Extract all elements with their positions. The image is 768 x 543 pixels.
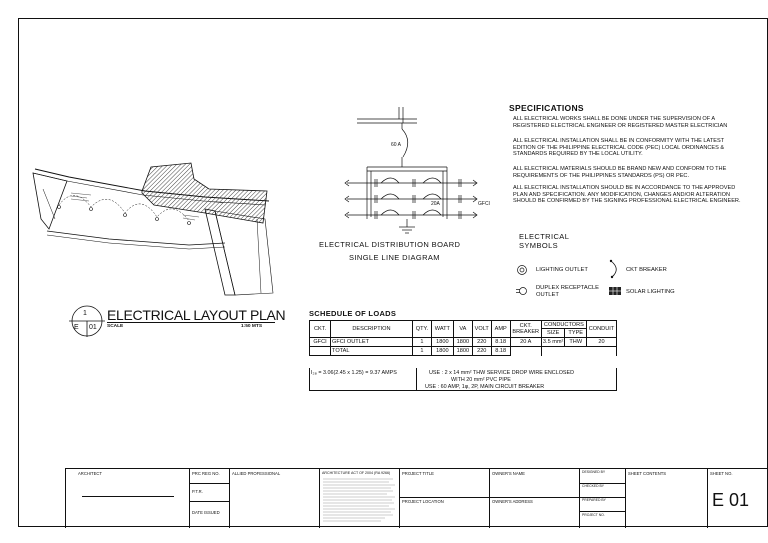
architecture-act-cell: [320, 469, 400, 528]
col-description: DESCRIPTION: [331, 321, 413, 338]
row2-description: TOTAL: [331, 347, 413, 356]
service-note-2: WITH 20 mm² PVC PIPE: [451, 377, 511, 383]
row1-conduit: 20: [587, 338, 617, 347]
diagram-title-line1: ELECTRICAL DISTRIBUTION BOARD: [319, 240, 461, 249]
date-issued-label: DATE ISSUED: [192, 510, 220, 515]
owner-cell: [490, 469, 580, 528]
sheet-contents-cell: [626, 469, 708, 528]
architect-cell: [66, 469, 190, 528]
plan-scale-value: 1:50 MTS: [241, 324, 263, 329]
row2-watt: 1800: [431, 347, 453, 356]
plan-sheet-number: 01: [89, 324, 97, 331]
row1-volt: 220: [472, 338, 491, 347]
allied-label: ALLIED PROFESSIONAL: [232, 471, 281, 476]
row1-qty: 1: [412, 338, 431, 347]
col-conductors: CONDUCTORS: [541, 321, 586, 329]
row2-amp: 8.18: [491, 347, 510, 356]
sheet-no-cell: [708, 469, 768, 528]
col-type: TYPE: [565, 329, 587, 338]
table-row: [310, 347, 617, 356]
diagram-title-line2: SINGLE LINE DIAGRAM: [349, 253, 440, 262]
load-formula: I₂₈ = 3.06(2.45 x 1.25) = 9.37 AMPS: [311, 370, 397, 376]
plan-callout-bubble: [67, 305, 107, 341]
row2-va: 1800: [453, 347, 472, 356]
schedule-table: [309, 320, 617, 356]
col-volt: VOLT: [472, 321, 491, 338]
architecture-act-label: ARCHITECTURE ACT OF 2004 (RA 9266): [322, 471, 391, 475]
symbols-heading-line1: ELECTRICAL: [519, 232, 570, 241]
checked-by-label: CHECKED BY: [582, 484, 605, 488]
table-row: [310, 338, 617, 347]
drawing-sheet: [18, 18, 768, 527]
gfci-label: GFCI: [478, 201, 490, 207]
specifications-heading: SPECIFICATIONS: [509, 103, 584, 113]
legal-fine-print: [323, 477, 397, 527]
project-location-label: PROJECT LOCATION: [402, 499, 444, 504]
col-size: SIZE: [541, 329, 565, 338]
spec-item-1: ALL ELECTRICAL WORKS SHALL BE DONE UNDER THE SUPERVISION OF A REGISTERED ELECTRICAL ENGINEER OR REGISTERED MASTER ELECTRICIAN: [513, 116, 728, 129]
plan-scale-label: SCALE: [107, 324, 124, 329]
col-amp: AMP: [491, 321, 510, 338]
plan-title-underline: [107, 322, 275, 323]
col-va: VA: [453, 321, 472, 338]
sheet-contents-label: SHEET CONTENTS: [628, 471, 667, 476]
col-ckt: CKT.: [310, 321, 331, 338]
symbols-heading-line2: SYMBOLS: [519, 241, 559, 250]
row1-size: 3.5 mm²: [542, 339, 564, 345]
row1-ckt: GFCI: [310, 338, 331, 347]
row1-va: 1800: [453, 338, 472, 347]
lighting-outlet-label: LIGHTING OUTLET: [536, 267, 588, 273]
branch-breaker-label: 20A: [431, 201, 440, 207]
col-watt: WATT: [431, 321, 453, 338]
row1-amp: 8.18: [491, 338, 510, 347]
spec-item-4: ALL ELECTRICAL INSTALLATION SHOULD BE IN ACCORDANCE TO THE APPROVED PLAN AND SPECIFICATION. ANY MODIFICATION, CHANGES AND/OR ALTERATION SHOULD BE CONFIRMED BY THE SIGNING PROFESSIONAL ELECTRICAL ENGINEER.: [513, 185, 741, 205]
duplex-receptacle-label-line2: OUTLET: [536, 292, 559, 298]
lighting-outlet-icon: [515, 263, 529, 277]
plan-number: 1: [83, 310, 87, 317]
plan-sheet-letter: E: [74, 324, 79, 331]
title-block: [65, 468, 768, 528]
spec-item-2: ALL ELECTRICAL INSTALLATION SHALL BE IN CONFORMITY WITH THE LATEST EDITION OF THE PHILIPPINE ELECTRICAL CODE (PEC) LOCAL ORDINANCES & STANDARDS REQUIRED BY THE LOCAL UTILITY.: [513, 138, 725, 158]
project-cell: [400, 469, 490, 528]
single-line-diagram: [337, 107, 507, 237]
service-note-1: USE : 2 x 14 mm² THW SERVICE DROP WIRE ENCLOSED: [429, 370, 574, 376]
reg-cell: [190, 469, 230, 528]
row1-type: THW: [565, 338, 587, 347]
owner-name-label: OWNER'S NAME: [492, 471, 525, 476]
duplex-receptacle-icon: [515, 285, 531, 297]
sheet-no-label: SHEET NO.: [710, 471, 733, 476]
ptr-label: P.T.R.: [192, 489, 203, 494]
owner-address-label: OWNER'S ADDRESS: [492, 499, 533, 504]
col-breaker: CKT. BREAKER: [510, 321, 541, 338]
prc-label: PRC REG NO.: [192, 471, 220, 476]
designed-by-label: DESIGNED BY: [582, 470, 606, 474]
schedule-notes-divider: [416, 368, 417, 391]
project-no-label: PROJECT NO.: [582, 513, 605, 517]
ckt-breaker-icon: [607, 259, 623, 279]
col-qty: QTY.: [412, 321, 431, 338]
service-note-3: USE : 60 AMP, 1φ, 2P, MAIN CIRCUIT BREAKER: [425, 384, 545, 390]
signatory-cell: [580, 469, 626, 528]
row1-description: GFCI OUTLET: [331, 338, 413, 347]
plan-title: ELECTRICAL LAYOUT PLAN: [107, 307, 286, 323]
project-title-label: PROJECT TITLE: [402, 471, 434, 476]
row2-qty: 1: [412, 347, 431, 356]
architect-label: ARCHITECT: [78, 471, 102, 476]
sheet-no-value: E 01: [712, 490, 750, 510]
spec-item-3: ALL ELECTRICAL MATERIALS SHOULD BE BRAND NEW AND CONFORM TO THE REQUIREMENTS OF THE PHILIPPINES STANDARDS (PS) OR PEC.: [513, 166, 727, 179]
solar-lighting-label: SOLAR LIGHTING: [626, 289, 675, 295]
main-breaker-label: 60 A: [391, 142, 402, 148]
row1-watt: 1800: [431, 338, 453, 347]
duplex-receptacle-label-line1: DUPLEX RECEPTACLE: [536, 285, 600, 291]
prepared-by-label: PREPARED BY: [582, 498, 606, 502]
row1-breaker: 20 A: [510, 338, 541, 347]
ckt-breaker-label: CKT BREAKER: [626, 267, 667, 273]
solar-lighting-icon: [607, 285, 623, 297]
row2-volt: 220: [472, 347, 491, 356]
floor-plan-drawing: [29, 159, 299, 309]
allied-cell: [230, 469, 320, 528]
col-conduit: CONDUIT: [587, 321, 617, 338]
schedule-heading: SCHEDULE OF LOADS: [309, 309, 397, 318]
